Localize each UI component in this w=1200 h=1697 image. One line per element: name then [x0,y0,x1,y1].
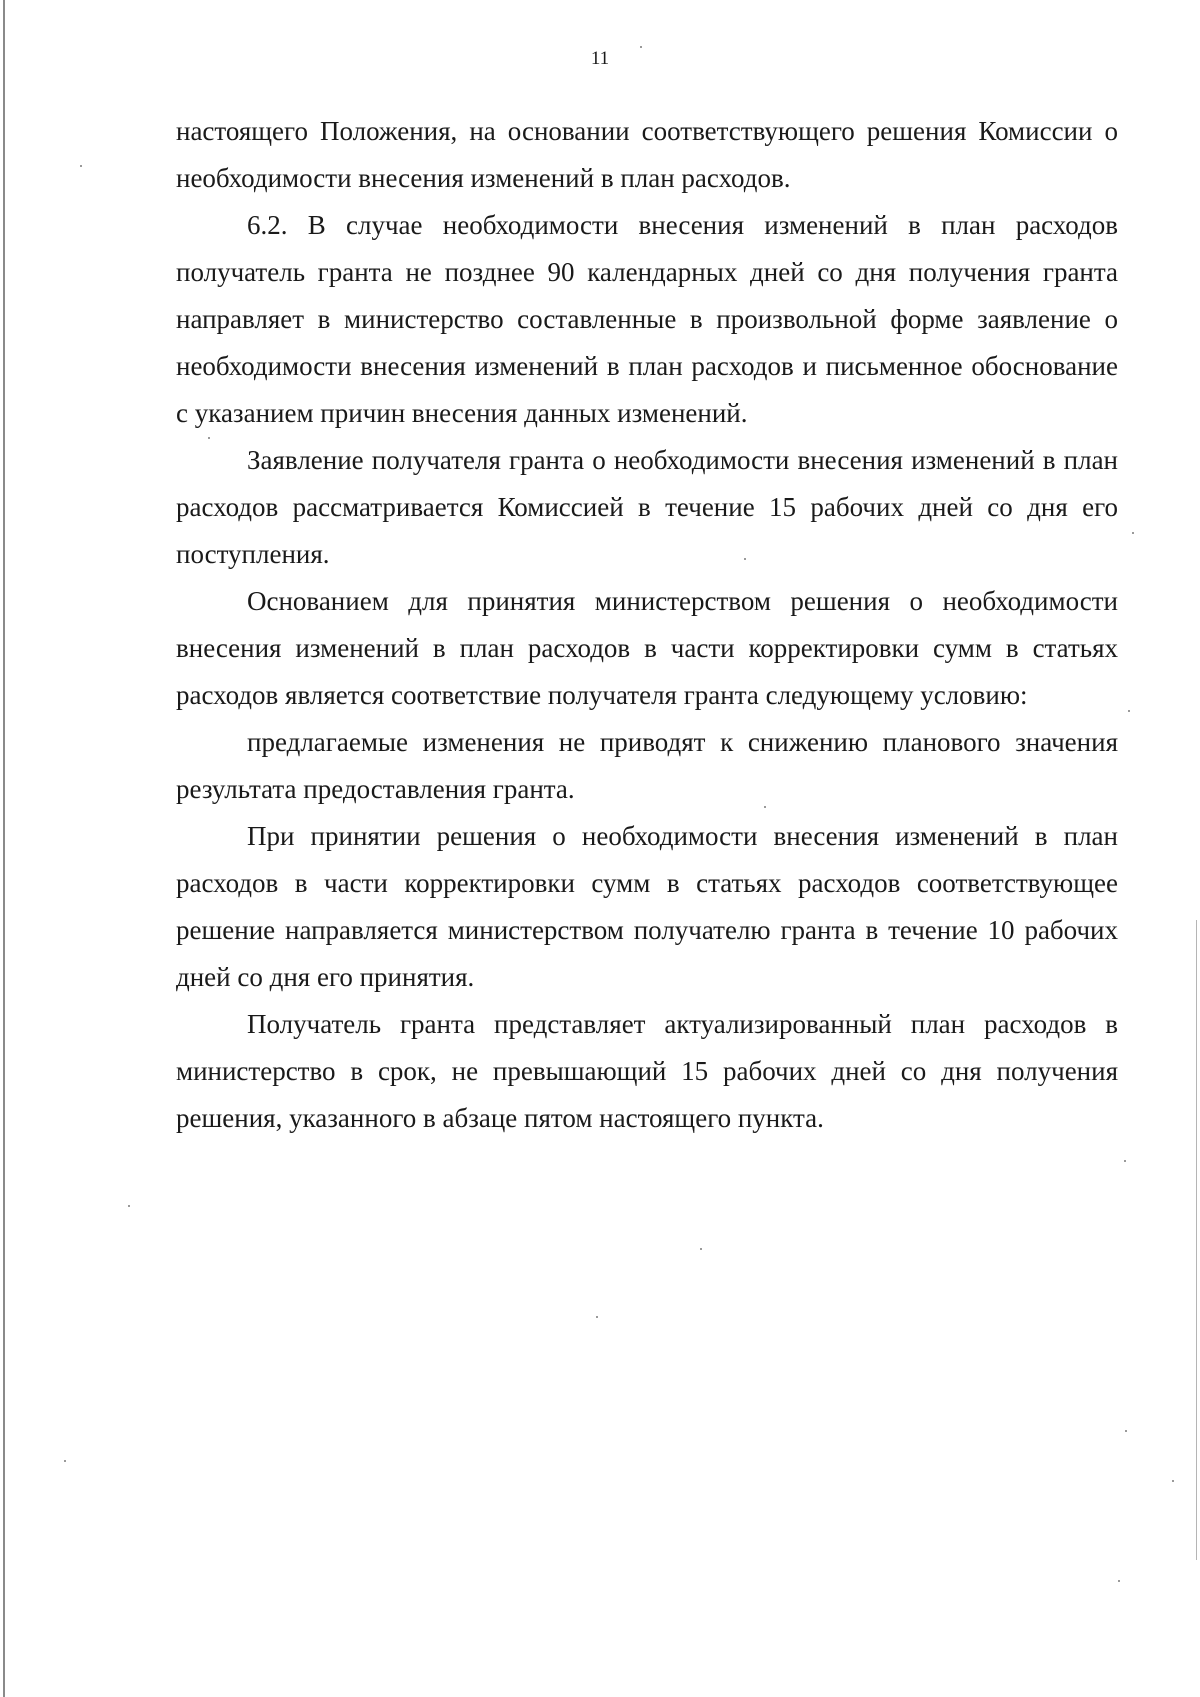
document-body [176,108,1118,1142]
scan-speck [1118,1580,1120,1582]
paragraph-continuation: настоящего Положения, на основании соответствующего решения Комиссии о необходимости внесения изменений в план расходов. [176,116,1118,193]
page-number: 11 [590,48,610,69]
scan-speck [64,1460,66,1462]
scan-speck [1128,710,1130,712]
paragraph-6-2: 6.2. В случае необходимости внесения изменений в план расходов получатель гранта не позднее 90 календарных дней со дня получения гранта направляет в министерство составленные в произвольной форме заявление о необходимости внесения изменений в план расходов и письменное обоснование с указанием причин внесения данных изменений. [176,210,1118,428]
paragraph-application-review: Заявление получателя гранта о необходимости внесения изменений в план расходов рассматривается Комиссией в течение 15 рабочих дней со дня его поступления. [176,445,1118,569]
paragraph-decision-basis: Основанием для принятия министерством решения о необходимости внесения изменений в план расходов в части корректировки сумм в статьях расходов является соответствие получателя гранта следующему условию: [176,586,1118,710]
scan-left-edge [3,0,5,1697]
scan-speck [1132,532,1134,534]
scan-speck [80,165,82,167]
scan-speck [596,1316,598,1318]
scan-speck [764,806,766,808]
scan-speck [1124,1160,1126,1162]
scan-speck [1172,1480,1174,1482]
scan-speck [744,558,746,560]
scan-right-edge [1196,920,1197,1560]
paragraph-condition: предлагаемые изменения не приводят к снижению планового значения результата предоставления гранта. [176,727,1118,804]
scan-speck [700,1248,702,1250]
scan-speck [640,46,642,48]
scan-speck [128,1205,130,1207]
paragraph-updated-plan: Получатель гранта представляет актуализированный план расходов в министерство в срок, не превышающий 15 рабочих дней со дня получения решения, указанного в абзаце пятом настоящего пункта. [176,1009,1118,1133]
paragraph-decision-sending: При принятии решения о необходимости внесения изменений в план расходов в части корректировки сумм в статьях расходов соответствующее решение направляется министерством получателю гранта в течение 10 рабочих дней со дня его принятия. [176,821,1118,992]
scan-speck [1125,1430,1127,1432]
scan-speck [208,437,210,439]
